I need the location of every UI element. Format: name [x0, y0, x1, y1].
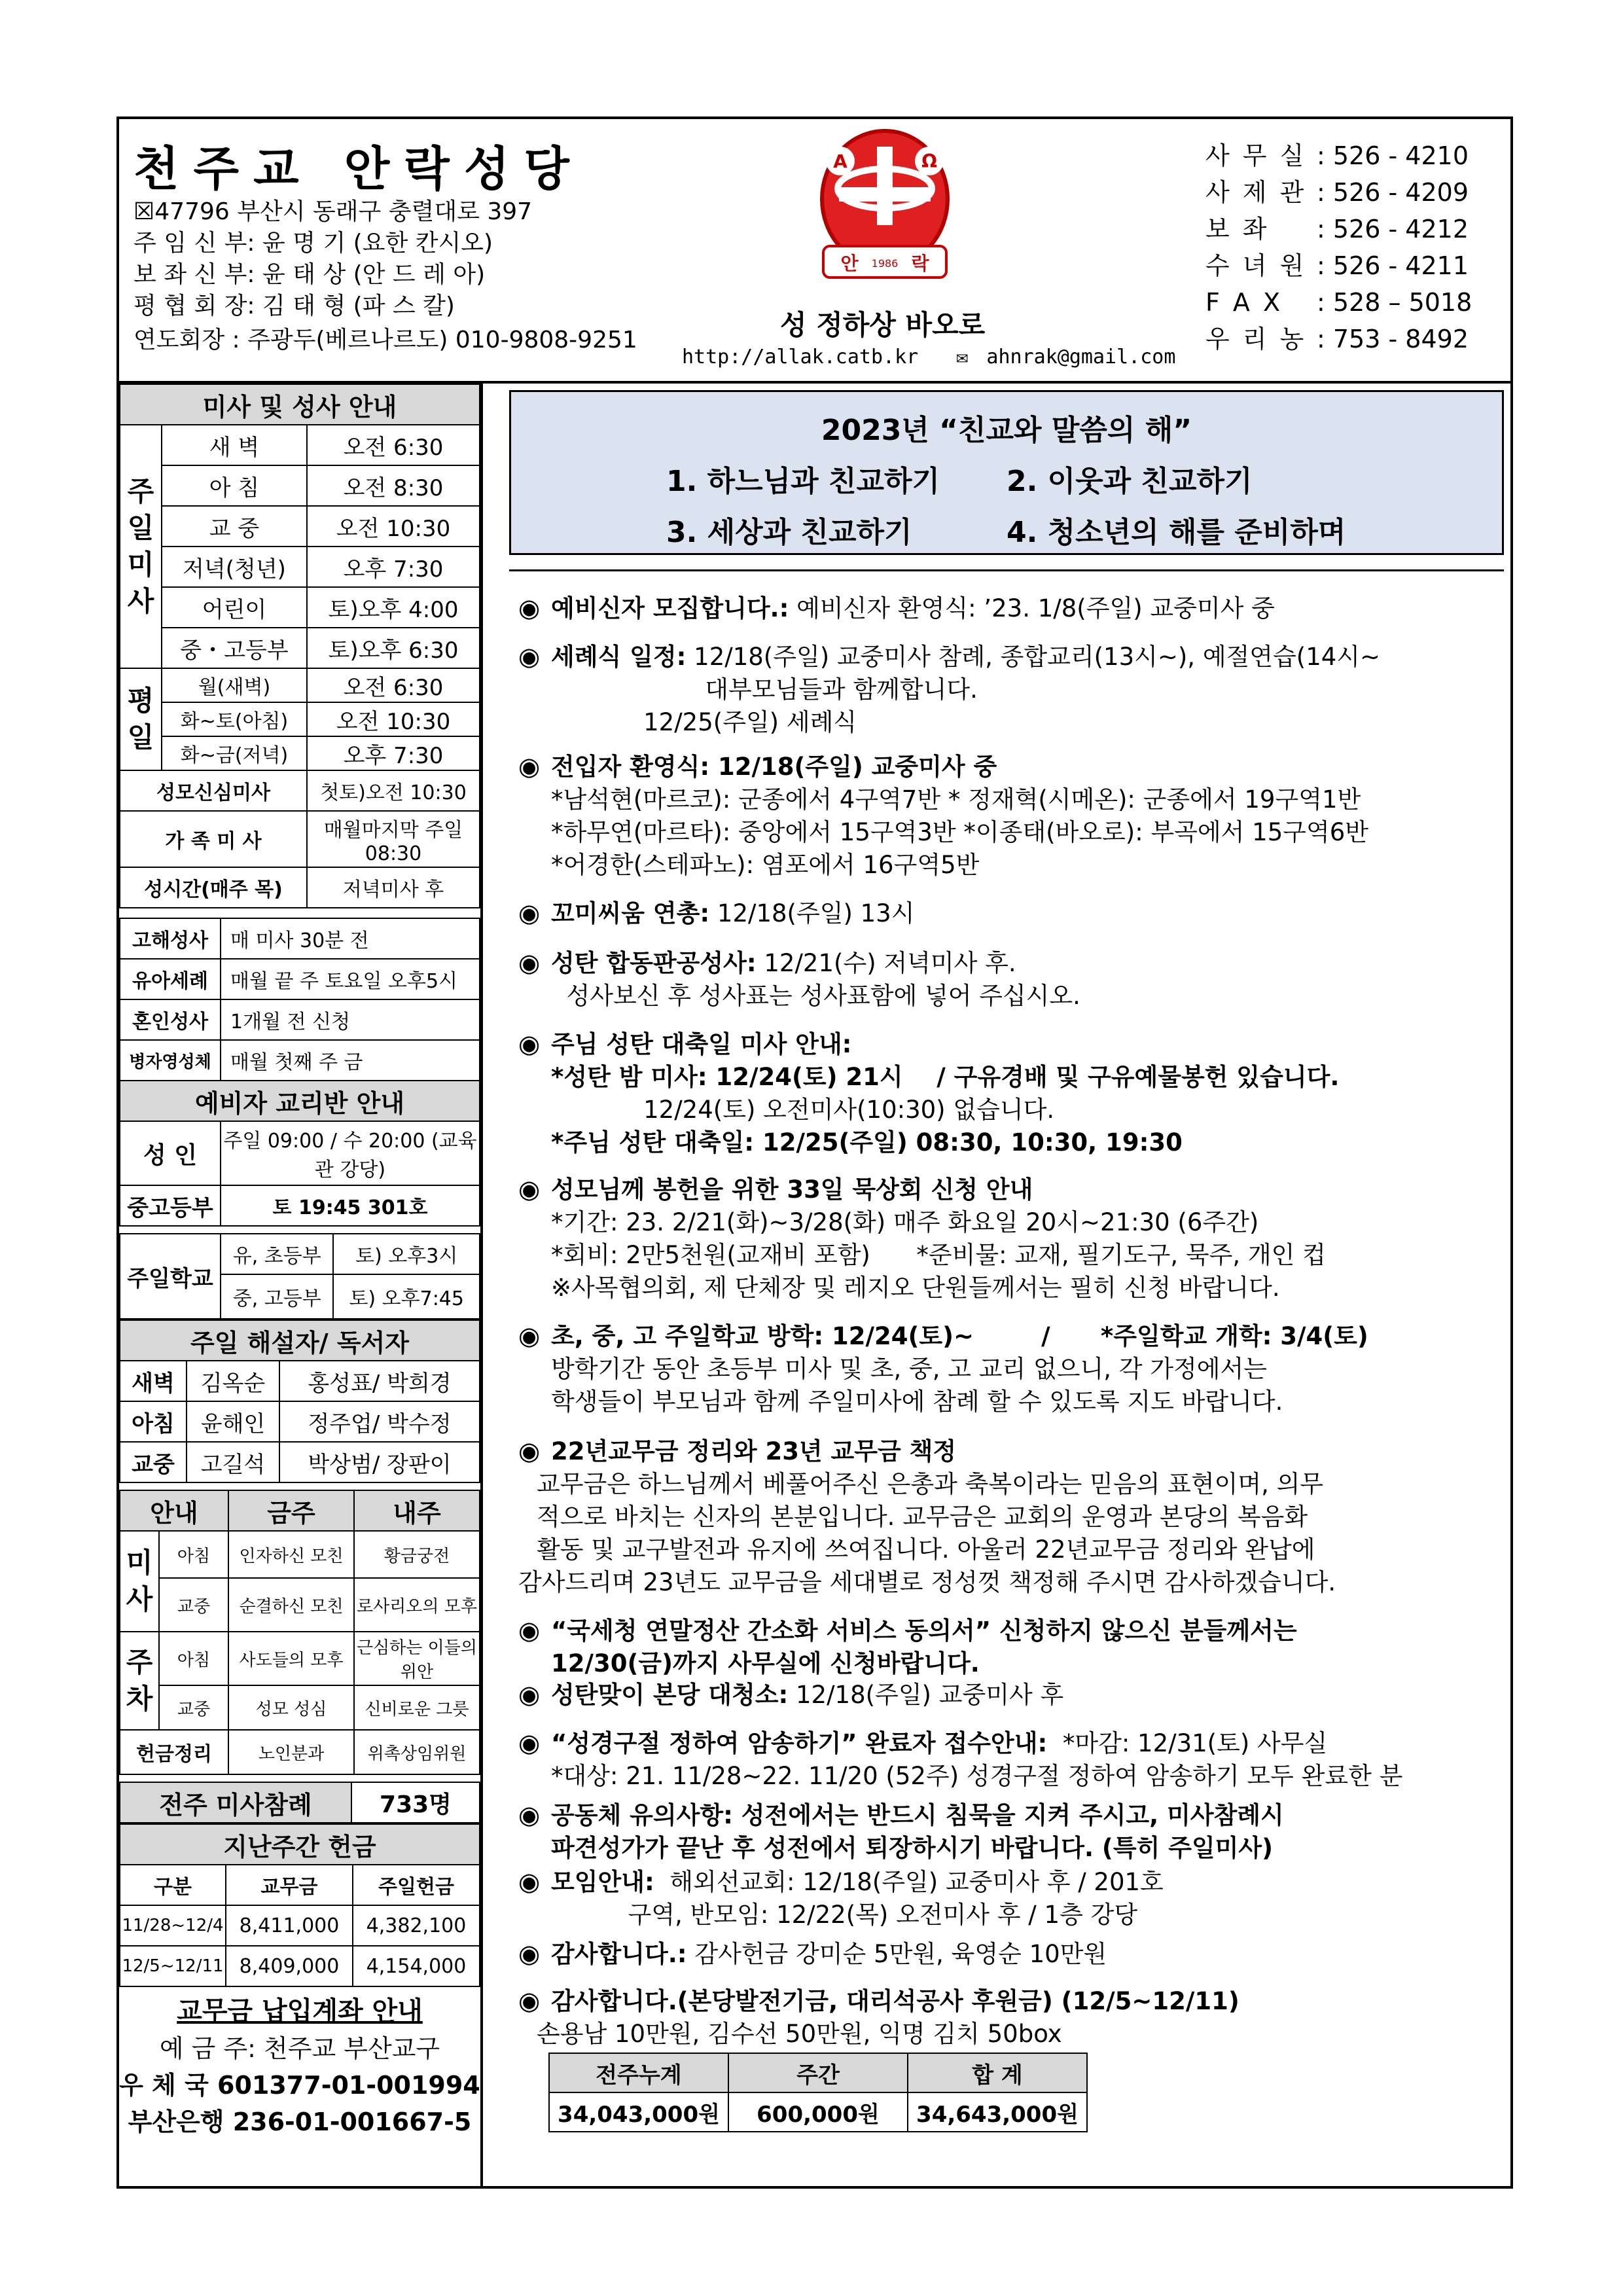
lector-readers: 박상범/ 장판이 — [279, 1442, 480, 1482]
bullet-icon: ◉ — [518, 1867, 541, 1896]
bullet-icon: ◉ — [518, 1175, 541, 1204]
bullet-icon: ◉ — [518, 1801, 541, 1829]
bullet-icon: ◉ — [518, 1680, 541, 1709]
sacrament-name: 유아세례 — [120, 959, 221, 999]
mass-time: 오후 7:30 — [307, 736, 480, 770]
bullet-icon: ◉ — [518, 752, 541, 781]
donation-value: 34,043,000원 — [549, 2092, 728, 2132]
offering-period: 12/5~12/11 — [120, 1946, 226, 1986]
guide-header: 금주 — [228, 1490, 354, 1531]
guide-next-week: 황금궁전 — [354, 1531, 480, 1578]
website-link[interactable]: http://allak.catb.kr — [682, 346, 919, 368]
bullet-icon: ◉ — [518, 1321, 541, 1350]
logo-omega: Ω — [921, 151, 937, 172]
announcement-item: ◉ 성모님께 봉헌을 위한 33일 묵상회 신청 안내 *기간: 23. 2/21(화)~3/28(화) 매주 화요일 20시~21:30 (6주간) *회비: 2만5천원(교재비 포함) *준비물: 교재, 필기도구, 묵주, 개인 컵 ※사목협의회, 제 단체장 및 레지오 단원들께서는 필히 신청 바랍니다. — [518, 1173, 1513, 1304]
offering-title: 지난주간 헌금 — [120, 1824, 480, 1865]
announcements-column — [480, 384, 1510, 2186]
guide-mass: 교중 — [159, 1685, 228, 1730]
left-sidebar — [119, 384, 483, 2186]
guide-next-week: 근심하는 이들의 위안 — [354, 1632, 480, 1685]
account-post-office: 우 체 국 601377-01-001994 — [119, 2071, 480, 2100]
mass-time: 오전 10:30 — [307, 702, 480, 736]
sunday-school-table — [119, 1233, 480, 1319]
phone-fax: F A X : 528 – 5018 — [1205, 288, 1472, 317]
lectors-title: 주일 해설자/ 독서자 — [120, 1320, 480, 1361]
guide-next-week: 신비로운 그릇 — [354, 1685, 480, 1730]
catechism-desc: 주일 09:00 / 수 20:00 (교육관 강당) — [221, 1121, 480, 1185]
lector-readers: 홍성표/ 박희경 — [279, 1361, 480, 1401]
announcement-item: ◉ 22년교무금 정리와 23년 교무금 책정 교무금은 하느님께서 베풀어주신 은총과 축복이라는 믿음의 표현이며, 의무 적으로 바치는 신자의 본분입니다. 교무금은 교회의 운영과 본당의 복음화 활동 및 교구발전과 유지에 쓰여집니다. 아울러 22년교무금 정리와 완납에 감사드리며 23년도 교무금을 세대별로 정성껏 책정해 주시면 감사하겠습니다. — [518, 1435, 1513, 1599]
offering-dues: 8,411,000 — [226, 1905, 353, 1946]
mass-time: 오전 6:30 — [307, 668, 480, 702]
account-busan-bank: 부산은행 236-01-001667-5 — [128, 2108, 472, 2136]
sacraments-table — [119, 918, 480, 1227]
school-group: 중, 고등부 — [221, 1274, 333, 1319]
phone-rectory: 사 제 관 : 526 - 4209 — [1205, 178, 1469, 207]
bullet-icon: ◉ — [518, 1437, 541, 1465]
mass-name: 교 중 — [162, 506, 307, 547]
catechism-name: 중고등부 — [120, 1185, 221, 1226]
announcement-item: ◉ 전입자 환영식: 12/18(주일) 교중미사 중 *남석현(마르코): 군종에서 4구역7반 * 정재혁(시메온): 군종에서 19구역1반 *하무연(마르타): 중앙에서 15구역3반 *이종태(바오로): 부곡에서 15구역6반 *어경한(스테파노): 염포에서 16구역5반 — [518, 750, 1513, 882]
bullet-icon: ◉ — [518, 1939, 541, 1968]
guide-parking-label: 주차 — [120, 1632, 159, 1730]
theme-goal: 3. 세상과 친교하기 — [666, 516, 912, 549]
announcement-item: ◉ 모임안내: 해외선교회: 12/18(주일) 교중미사 후 / 201호 구역, 반모임: 12/22(목) 오전미사 후 / 1층 강당 — [518, 1865, 1513, 1931]
bulletin-header — [119, 119, 1510, 384]
attendance-label: 전주 미사참례 — [120, 1782, 351, 1823]
theme-goal: 4. 청소년의 해를 준비하며 — [1007, 516, 1346, 549]
guide-this-week: 순결하신 모친 — [228, 1578, 354, 1632]
announcement-item: ◉ 감사합니다.: 감사헌금 강미순 5만원, 육영순 10만원 — [518, 1937, 1513, 1971]
guide-header: 내주 — [354, 1490, 480, 1531]
mass-time: 토)오후 4:00 — [307, 587, 480, 628]
school-group: 유, 초등부 — [221, 1234, 333, 1274]
bullet-icon: ◉ — [518, 948, 541, 977]
logo-year: 1986 — [871, 257, 899, 270]
bullet-icon: ◉ — [518, 1986, 541, 2015]
bullet-icon: ◉ — [518, 899, 541, 927]
offering-dues: 8,409,000 — [226, 1946, 353, 1986]
association-head: 연도회장 : 주광두(베르나르도) 010-9808-9251 — [134, 327, 637, 353]
mail-icon: ✉ — [956, 346, 969, 368]
lector-commentator: 윤해인 — [187, 1401, 279, 1442]
special-mass-name: 성모신심미사 — [120, 770, 307, 811]
mass-name: 화~토(아침) — [162, 702, 307, 736]
council-head: 평 협 회 장: 김 태 형 (파 스 칼) — [134, 293, 455, 319]
lector-readers: 정주업/ 박수정 — [279, 1401, 480, 1442]
offering-sunday: 4,382,100 — [353, 1905, 480, 1946]
catechism-title: 예비자 교리반 안내 — [120, 1081, 480, 1121]
mass-time: 오후 7:30 — [307, 547, 480, 587]
parish-address: ☒47796 부산시 동래구 충렬대로 397 — [134, 198, 533, 225]
announcement-item: ◉ 감사합니다.(본당발전기금, 대리석공사 후원금) (12/5~12/11) 손용남 10만원, 김수선 50만원, 익명 김치 50box — [518, 1984, 1513, 2051]
offering-table — [119, 1823, 480, 1987]
offering-header: 교무금 — [226, 1865, 353, 1905]
guide-mass: 아침 — [159, 1531, 228, 1578]
phone-farm: 우 리 농 : 753 - 8492 — [1205, 325, 1469, 353]
offering-period: 11/28~12/4 — [120, 1905, 226, 1946]
guide-header: 안내 — [120, 1490, 228, 1531]
lector-commentator: 김옥순 — [187, 1361, 279, 1401]
guide-this-week: 인자하신 모친 — [228, 1531, 354, 1578]
theme-title: 2023년 “친교와 말씀의 해” — [821, 414, 1192, 447]
mass-schedule-table — [119, 384, 480, 908]
special-mass-time: 매월마지막 주일 08:30 — [307, 811, 480, 867]
donation-summary-table — [548, 2053, 1088, 2132]
sacrament-name: 고해성사 — [120, 918, 221, 959]
lectors-table — [119, 1319, 480, 1483]
sunday-mass-label: 주일미사 — [120, 425, 162, 668]
donation-header: 주간 — [728, 2053, 908, 2092]
phone-office: 사 무 실 : 526 - 4210 — [1205, 141, 1469, 170]
announcement-item: ◉ “성경구절 정하여 암송하기” 완료자 접수안내: *마감: 12/31(토) 사무실 *대상: 21. 11/28~22. 11/20 (52주) 성경구절 정하여 암송하기 모두 완료한 분 — [518, 1727, 1513, 1793]
logo-right-char: 락 — [911, 253, 929, 274]
guide-mass-label: 미사 — [120, 1531, 159, 1632]
assistant-priest: 보 좌 신 부: 윤 태 상 (안 드 레 아) — [134, 261, 486, 288]
logo-left-char: 안 — [840, 253, 859, 274]
phone-assistant: 보 좌 : 526 - 4212 — [1205, 215, 1469, 243]
theme-goal: 2. 이웃과 친교하기 — [1007, 465, 1253, 498]
sacrament-desc: 1개월 전 신청 — [221, 999, 480, 1040]
account-box — [119, 1992, 480, 2140]
announcement-item: ◉ 공동체 유의사항: 성전에서는 반드시 침묵을 지켜 주시고, 미사참례시 파견성가가 끝난 후 성전에서 퇴장하시기 바랍니다. (특히 주일미사) — [518, 1799, 1513, 1865]
guide-this-week: 성모 성심 — [228, 1685, 354, 1730]
donation-header: 합 계 — [908, 2053, 1087, 2092]
announcement-item: ◉ 세례식 일정: 12/18(주일) 교중미사 참례, 종합교리(13시~), 예절연습(14시~ 대부모님들과 함께합니다. 12/25(주일) 세례식 — [518, 640, 1513, 739]
bulletin-page — [116, 117, 1513, 2189]
attendance-value: 733명 — [351, 1782, 480, 1823]
special-mass-time: 저녁미사 후 — [307, 867, 480, 908]
special-mass-name: 성시간(매주 목) — [120, 867, 307, 908]
bullet-icon: ◉ — [518, 642, 541, 671]
offering-sort-label: 헌금정리 — [120, 1730, 228, 1774]
guide-this-week: 사도들의 모후 — [228, 1632, 354, 1685]
bullet-icon: ◉ — [518, 1729, 541, 1757]
sacrament-desc: 매 미사 30분 전 — [221, 918, 480, 959]
special-mass-name: 가 족 미 사 — [120, 811, 307, 867]
lector-mass: 아침 — [120, 1401, 187, 1442]
guide-next-week: 위촉상임위원 — [354, 1730, 480, 1774]
school-time: 토) 오후3시 — [333, 1234, 480, 1274]
mass-title: 미사 및 성사 안내 — [120, 384, 480, 425]
bullet-icon: ◉ — [518, 594, 541, 622]
mass-time: 토)오후 6:30 — [307, 628, 480, 668]
guide-mass: 아침 — [159, 1632, 228, 1685]
announcement-item: ◉ 성탄 합동판공성사: 12/21(수) 저녁미사 후. 성사보신 후 성사표는 성사표함에 넣어 주십시오. — [518, 946, 1513, 1013]
donation-value: 600,000원 — [728, 2092, 908, 2132]
sunday-school-label: 주일학교 — [120, 1234, 221, 1319]
guide-this-week: 노인분과 — [228, 1730, 354, 1774]
donation-value: 34,643,000원 — [908, 2092, 1087, 2132]
mass-name: 월(새벽) — [162, 668, 307, 702]
offering-header: 주일헌금 — [353, 1865, 480, 1905]
mass-name: 새 벽 — [162, 425, 307, 465]
announcement-item: ◉ 주님 성탄 대축일 미사 안내: *성탄 밤 미사: 12/24(토) 21시 / 구유경배 및 구유예물봉헌 있습니다. 12/24(토) 오전미사(10:30) 없습니다. *주님 성탄 대축일: 12/25(주일) 08:30, 10:30, 19:30 — [518, 1028, 1513, 1159]
announcement-item: ◉ 초, 중, 고 주일학교 방학: 12/24(토)~ / *주일학교 개학: 3/4(토) 방학기간 동안 초등부 미사 및 초, 중, 고 교리 없으니, 각 가정에서는 학생들이 부모님과 함께 주일미사에 참례 할 수 있도록 지도 바랍니다. — [518, 1319, 1513, 1418]
mass-name: 어린이 — [162, 587, 307, 628]
catechism-name: 성 인 — [120, 1121, 221, 1185]
divider — [509, 569, 1504, 571]
lector-mass: 새벽 — [120, 1361, 187, 1401]
bullet-icon: ◉ — [518, 1030, 541, 1058]
email-link[interactable]: ahnrak@gmail.com — [986, 346, 1176, 368]
guide-mass: 교중 — [159, 1578, 228, 1632]
sacrament-desc: 매월 첫째 주 금 — [221, 1040, 480, 1081]
announcement-item: ◉ 꼬미씨움 연총: 12/18(주일) 13시 — [518, 897, 1513, 930]
account-holder: 예 금 주: 천주교 부산교구 — [159, 2034, 440, 2063]
lector-commentator: 고길석 — [187, 1442, 279, 1482]
year-theme-box — [509, 390, 1504, 555]
attendance-table — [119, 1782, 480, 1823]
mass-name: 중・고등부 — [162, 628, 307, 668]
announcement-item: ◉ “국세청 연말정산 간소화 서비스 동의서” 신청하지 않으신 분들께서는 12/30(금)까지 사무실에 신청바랍니다. — [518, 1614, 1513, 1680]
guides-table — [119, 1490, 480, 1775]
offering-sunday: 4,154,000 — [353, 1946, 480, 1986]
account-title: 교무금 납입계좌 안내 — [177, 1996, 423, 2026]
contact-links — [682, 346, 1202, 368]
logo-alpha: A — [833, 151, 847, 172]
announcement-item: ◉ 성탄맞이 본당 대청소: 12/18(주일) 교중미사 후 — [518, 1678, 1513, 1712]
theme-goal: 1. 하느님과 친교하기 — [666, 465, 940, 498]
guide-next-week: 로사리오의 모후 — [354, 1578, 480, 1632]
mass-name: 화~금(저녁) — [162, 736, 307, 770]
lector-mass: 교중 — [120, 1442, 187, 1482]
mass-name: 아 침 — [162, 465, 307, 506]
special-mass-time: 첫토)오전 10:30 — [307, 770, 480, 811]
bullet-icon: ◉ — [518, 1616, 541, 1645]
mass-time: 오전 8:30 — [307, 465, 480, 506]
sacrament-desc: 매월 끝 주 토요일 오후5시 — [221, 959, 480, 999]
mass-name: 저녁(청년) — [162, 547, 307, 587]
pastor: 주 임 신 부: 윤 명 기 (요한 칸시오) — [134, 230, 493, 257]
mass-time: 오전 10:30 — [307, 506, 480, 547]
school-time: 토) 오후7:45 — [333, 1274, 480, 1319]
announcement-item: ◉ 예비신자 모집합니다.: 예비신자 환영식: ’23. 1/8(주일) 교중미사 중 — [518, 592, 1513, 625]
catechism-desc: 토 19:45 301호 — [221, 1185, 480, 1226]
donation-header: 전주누계 — [549, 2053, 728, 2092]
phone-convent: 수 녀 원 : 526 - 4211 — [1205, 251, 1469, 280]
offering-header: 구분 — [120, 1865, 226, 1905]
parish-logo — [813, 127, 957, 284]
parish-name: 천주교 안락성당 — [134, 141, 584, 196]
patron-saint: 성 정하상 바오로 — [780, 309, 986, 341]
sacrament-name: 혼인성사 — [120, 999, 221, 1040]
weekday-mass-label: 평일 — [120, 668, 162, 770]
sacrament-name: 병자영성체 — [120, 1040, 221, 1081]
mass-time: 오전 6:30 — [307, 425, 480, 465]
